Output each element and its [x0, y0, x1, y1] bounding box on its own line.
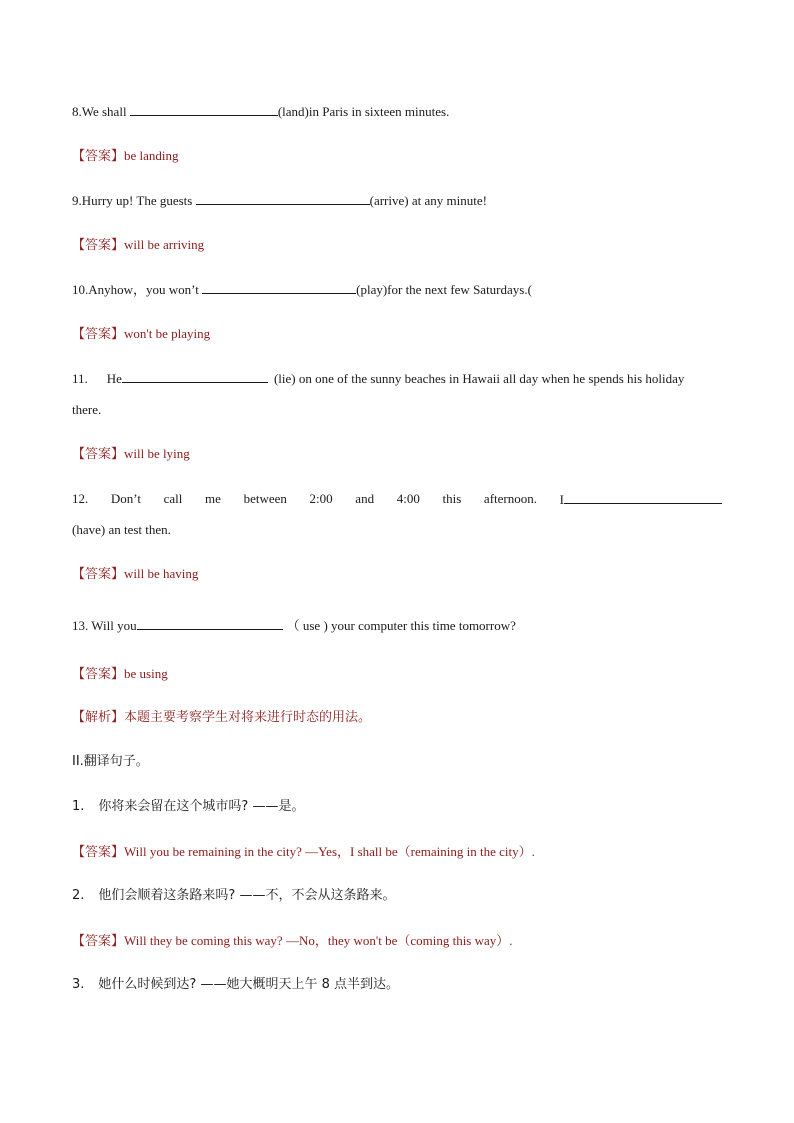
question-12-word: 4:00	[396, 491, 420, 506]
answer-9	[72, 237, 204, 254]
question-12-word: I	[559, 492, 564, 507]
answer-12	[72, 566, 198, 583]
question-10-suffix: (play)for the next few Saturdays.(	[356, 282, 532, 297]
question-11-continued: there.	[72, 402, 102, 417]
answer-blank[interactable]	[130, 103, 278, 116]
translation-item-1	[72, 799, 304, 815]
question-13-prefix: 13. Will you	[72, 618, 137, 633]
question-8	[72, 103, 449, 120]
question-11	[72, 370, 684, 387]
question-12-word: afternoon.	[483, 491, 537, 506]
question-12-continued: (have) an test then.	[72, 522, 171, 537]
question-12-word: me	[205, 491, 221, 506]
item-number: 3.	[72, 977, 85, 992]
question-8-suffix: (land)in Paris in sixteen minutes.	[277, 104, 450, 119]
item-number: 1.	[72, 799, 85, 814]
answer-13	[72, 666, 168, 683]
answer-text: will be arriving	[124, 237, 205, 252]
item-text: 他们会顺着这条路来吗? ——不，不会从这条路来。	[98, 888, 396, 903]
question-8-prefix: 8.We shall	[72, 104, 130, 119]
item-number: 2.	[72, 888, 85, 903]
question-13-suffix: （ use ) your computer this time tomorrow?	[286, 618, 516, 633]
question-9-suffix: (arrive) at any minute!	[369, 193, 487, 208]
question-11-number: 11.	[72, 371, 88, 386]
answer-tag: 【答案】	[72, 149, 125, 164]
answer-8	[72, 148, 179, 165]
answer-tag: 【答案】	[72, 567, 125, 582]
analysis-tag: 【解析】	[72, 710, 125, 725]
question-11-prefix: He	[106, 371, 122, 386]
question-12-word: this	[442, 491, 462, 506]
answer-tag: 【答案】	[72, 667, 125, 682]
answer-text: will be lying	[124, 446, 190, 461]
answer-tag: 【答案】	[72, 934, 125, 949]
question-12-word: and	[355, 491, 375, 506]
answer-blank[interactable]	[202, 281, 356, 294]
answer-tag: 【答案】	[72, 845, 125, 860]
question-12	[72, 491, 722, 508]
answer-text: be using	[124, 666, 168, 681]
question-12-word: call	[163, 491, 183, 506]
translation-answer-2	[72, 933, 513, 950]
question-13	[72, 617, 516, 634]
answer-tag: 【答案】	[72, 447, 125, 462]
answer-11	[72, 446, 190, 463]
question-9-prefix: 9.Hurry up! The guests	[72, 193, 196, 208]
answer-text: be landing	[124, 148, 179, 163]
answer-blank[interactable]	[122, 370, 268, 383]
item-text: 你将来会留在这个城市吗? ——是。	[98, 799, 305, 814]
answer-text: Will you be remaining in the city? —Yes，I shall be（remaining in the city）.	[124, 844, 535, 859]
answer-text: will be having	[124, 566, 199, 581]
question-12-word: between	[243, 491, 287, 506]
answer-blank[interactable]	[137, 617, 283, 630]
analysis	[72, 710, 371, 726]
question-12-word: 12.	[72, 491, 89, 506]
analysis-text: 本题主要考察学生对将来进行时态的用法。	[124, 710, 372, 725]
answer-text: won't be playing	[124, 326, 211, 341]
answer-blank[interactable]	[196, 192, 370, 205]
section-title: II.翻译句子。	[72, 754, 149, 769]
question-12-word: 2:00	[309, 491, 333, 506]
question-10-prefix: 10.Anyhow，you won’t	[72, 282, 203, 297]
question-12-word: Don’t	[110, 491, 141, 506]
answer-blank[interactable]	[564, 491, 722, 504]
item-text: 她什么时候到达? ——她大概明天上午 8 点半到达。	[98, 977, 399, 992]
translation-answer-1	[72, 844, 535, 861]
answer-text: Will they be coming this way? —No，they won't be（coming this way）.	[124, 933, 513, 948]
question-9	[72, 192, 487, 209]
question-10	[72, 281, 532, 298]
question-11-suffix: (lie) on one of the sunny beaches in Hawaii all day when he spends his holiday	[273, 371, 685, 386]
answer-tag: 【答案】	[72, 238, 125, 253]
translation-item-3	[72, 977, 399, 993]
answer-tag: 【答案】	[72, 327, 125, 342]
translation-item-2	[72, 888, 395, 904]
answer-10	[72, 326, 210, 343]
